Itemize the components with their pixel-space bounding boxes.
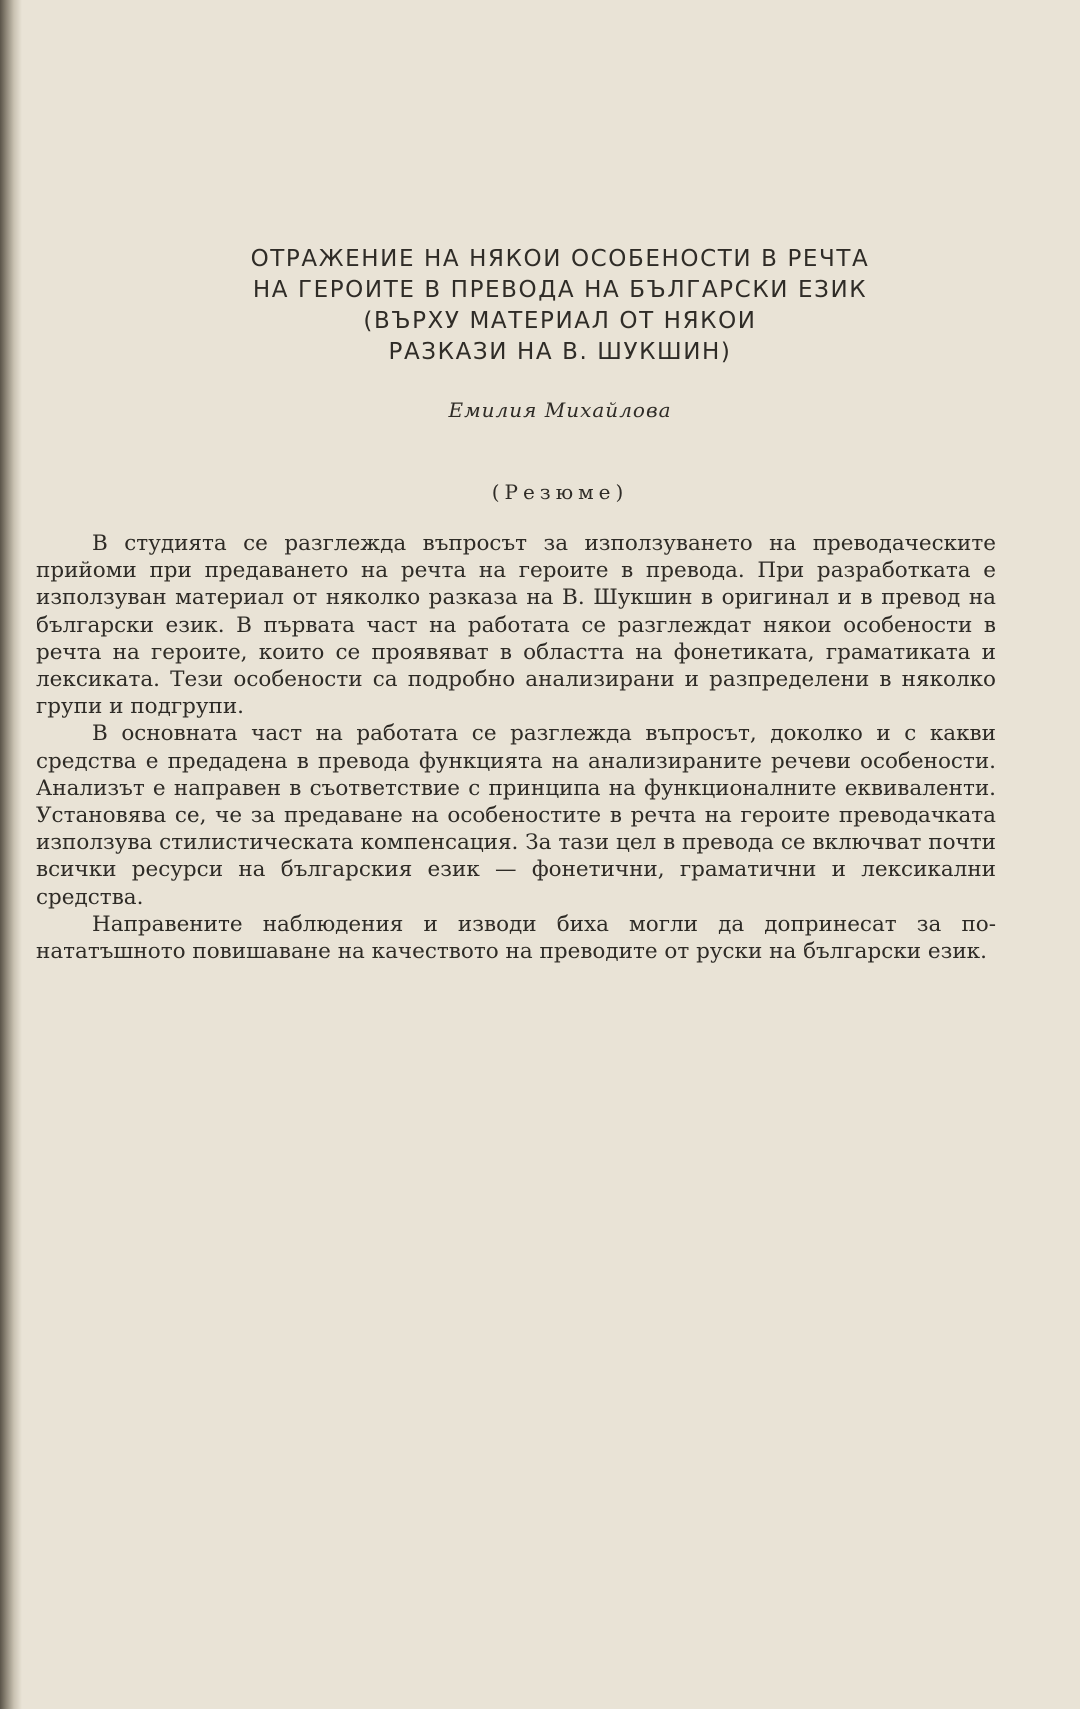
title-line: (ВЪРХУ МАТЕРИАЛ ОТ НЯКОИ bbox=[363, 308, 757, 334]
book-spine-shadow bbox=[0, 0, 22, 1709]
article-title bbox=[120, 244, 1000, 368]
title-line: НА ГЕРОИТЕ В ПРЕВОДА НА БЪЛГАРСКИ ЕЗИК bbox=[252, 277, 868, 303]
abstract-body bbox=[36, 530, 996, 965]
paragraph: В основната част на работата се разглежда въпросът, доколко и с какви средства е предадена в превода функцията на анализираните речеви особености. Анализът е направен в съответствие с принципа на функционалните еквиваленти. Установява се, че за предаване на особеностите в речта на героите преводачката използува стилистическата компенсация. За тази цел в превода се включват почти всички ресурси на българския език — фонетични, граматични и лексикални средства. bbox=[36, 721, 996, 910]
author-name: Емилия Михайлова bbox=[448, 398, 672, 422]
paragraph: В студията се разглежда въпросът за използуването на преводаческите прийоми при предаването на речта на героите в превода. При разработката е използуван материал от няколко разказа на В. Шукшин в оригинал и в превод на български език. В първата част на работата се разглеждат някои особености в речта на героите, които се проявяват в областта на фонетиката, граматиката и лексиката. Тези особености са подробно анализирани и разпределени в няколко групи и подгрупи. bbox=[36, 531, 996, 720]
section-label: (Резюме) bbox=[491, 480, 629, 504]
paragraph: Направените наблюдения и изводи биха могли да допринесат за по-нататъшното повишаване на качеството на преводите от руски на български език. bbox=[36, 911, 996, 965]
title-line: РАЗКАЗИ НА В. ШУКШИН) bbox=[388, 339, 732, 365]
title-line: ОТРАЖЕНИЕ НА НЯКОИ ОСОБЕНОСТИ В РЕЧТА bbox=[250, 246, 870, 272]
